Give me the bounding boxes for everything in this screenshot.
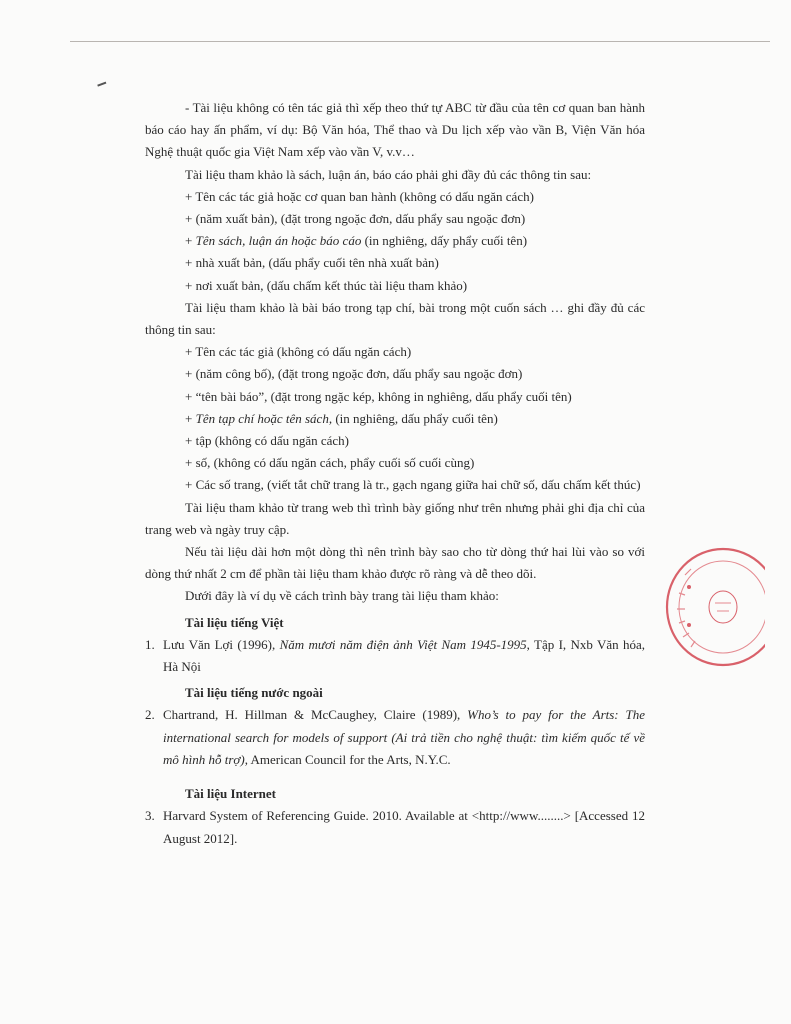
list-item: + (năm công bố), (đặt trong ngoặc đơn, dấu phẩy sau ngoặc đơn): [185, 366, 523, 382]
list-item: + nhà xuất bản, (dấu phẩy cuối tên nhà xuất bản): [185, 255, 439, 271]
top-rule: [70, 41, 770, 42]
list-item: + nơi xuất bản, (dấu chấm kết thúc tài liệu tham khảo): [185, 277, 468, 293]
list-item: + Tên các tác giả hoặc cơ quan ban hành (không có dấu ngăn cách): [185, 188, 534, 204]
document-body: [145, 97, 645, 850]
list-item: + số, (không có dấu ngăn cách, phẩy cuối số cuối cùng): [185, 455, 475, 471]
paragraph: Tài liệu tham khảo từ trang web thì trình bày giống như trên nhưng phải ghi địa chỉ của trang web và ngày truy cập.: [145, 499, 645, 537]
paragraph: Tài liệu tham khảo là sách, luận án, báo cáo phải ghi đầy đủ các thông tin sau:: [185, 166, 592, 182]
reference-number: 3.: [145, 808, 155, 824]
list-item: + Tên các tác giả (không có dấu ngăn cách): [185, 344, 412, 360]
reference-entry: 1. Lưu Văn Lợi (1996), Năm mươi năm điện ảnh Việt Nam 1945-1995, Tập I, Nxb Văn hóa, Hà Nội: [145, 634, 645, 678]
section-heading: Tài liệu tiếng nước ngoài: [185, 685, 323, 701]
section-heading: Tài liệu tiếng Việt: [185, 614, 284, 630]
reference-entry: 2. Chartrand, H. Hillman & McCaughey, Claire (1989), Who’s to pay for the Arts: The international search for models of support (Ai trả tiền cho nghệ thuật: tìm kiếm quốc tế về mô hình hỗ trợ), American Council for the Arts, N.Y.C.: [145, 704, 645, 771]
list-item: + “tên bài báo”, (đặt trong ngặc kép, không in nghiêng, dấu phẩy cuối tên): [185, 388, 572, 404]
list-item: + Các số trang, (viết tắt chữ trang là tr., gạch ngang giữa hai chữ số, dấu chấm kết thúc): [185, 477, 641, 493]
red-seal-stamp: [655, 545, 765, 670]
reference-number: 2.: [145, 707, 155, 723]
book-items-list: [145, 186, 645, 297]
section-heading: Tài liệu Internet: [185, 786, 276, 802]
list-item: + Tên tạp chí hoặc tên sách, (in nghiêng, dấu phẩy cuối tên): [185, 410, 498, 426]
reference-number: 1.: [145, 636, 155, 652]
list-item: + tập (không có dấu ngăn cách): [185, 433, 349, 449]
paragraph: Dưới đây là ví dụ về cách trình bày trang tài liệu tham khảo:: [185, 588, 499, 604]
paragraph: - Tài liệu không có tên tác giả thì xếp theo thứ tự ABC từ đầu của tên cơ quan ban hành báo cáo hay ấn phẩm, ví dụ: Bộ Văn hóa, Thể thao và Du lịch xếp vào vần B, Viện Văn hóa Nghệ thuật quốc gia Việt Nam xếp vào vần V, v.v…: [145, 100, 645, 160]
list-item: + Tên sách, luận án hoặc báo cáo (in nghiêng, dấy phẩy cuối tên): [185, 233, 528, 249]
list-item: + (năm xuất bản), (đặt trong ngoặc đơn, dấu phẩy sau ngoặc đơn): [185, 211, 526, 227]
scan-speck: [97, 82, 108, 91]
paragraph: Tài liệu tham khảo là bài báo trong tạp chí, bài trong một cuốn sách … ghi đầy đủ các thông tin sau:: [145, 299, 645, 338]
article-items-list: [145, 341, 645, 496]
reference-entry: 3. Harvard System of Referencing Guide. 2010. Available at <http://www........> [Accessed 12 August 2012].: [145, 805, 645, 849]
paragraph: Nếu tài liệu dài hơn một dòng thì nên trình bày sao cho từ dòng thứ hai lùi vào so với dòng thứ nhất 2 cm để phần tài liệu tham khảo được rõ ràng và dễ theo dõi.: [145, 544, 645, 582]
